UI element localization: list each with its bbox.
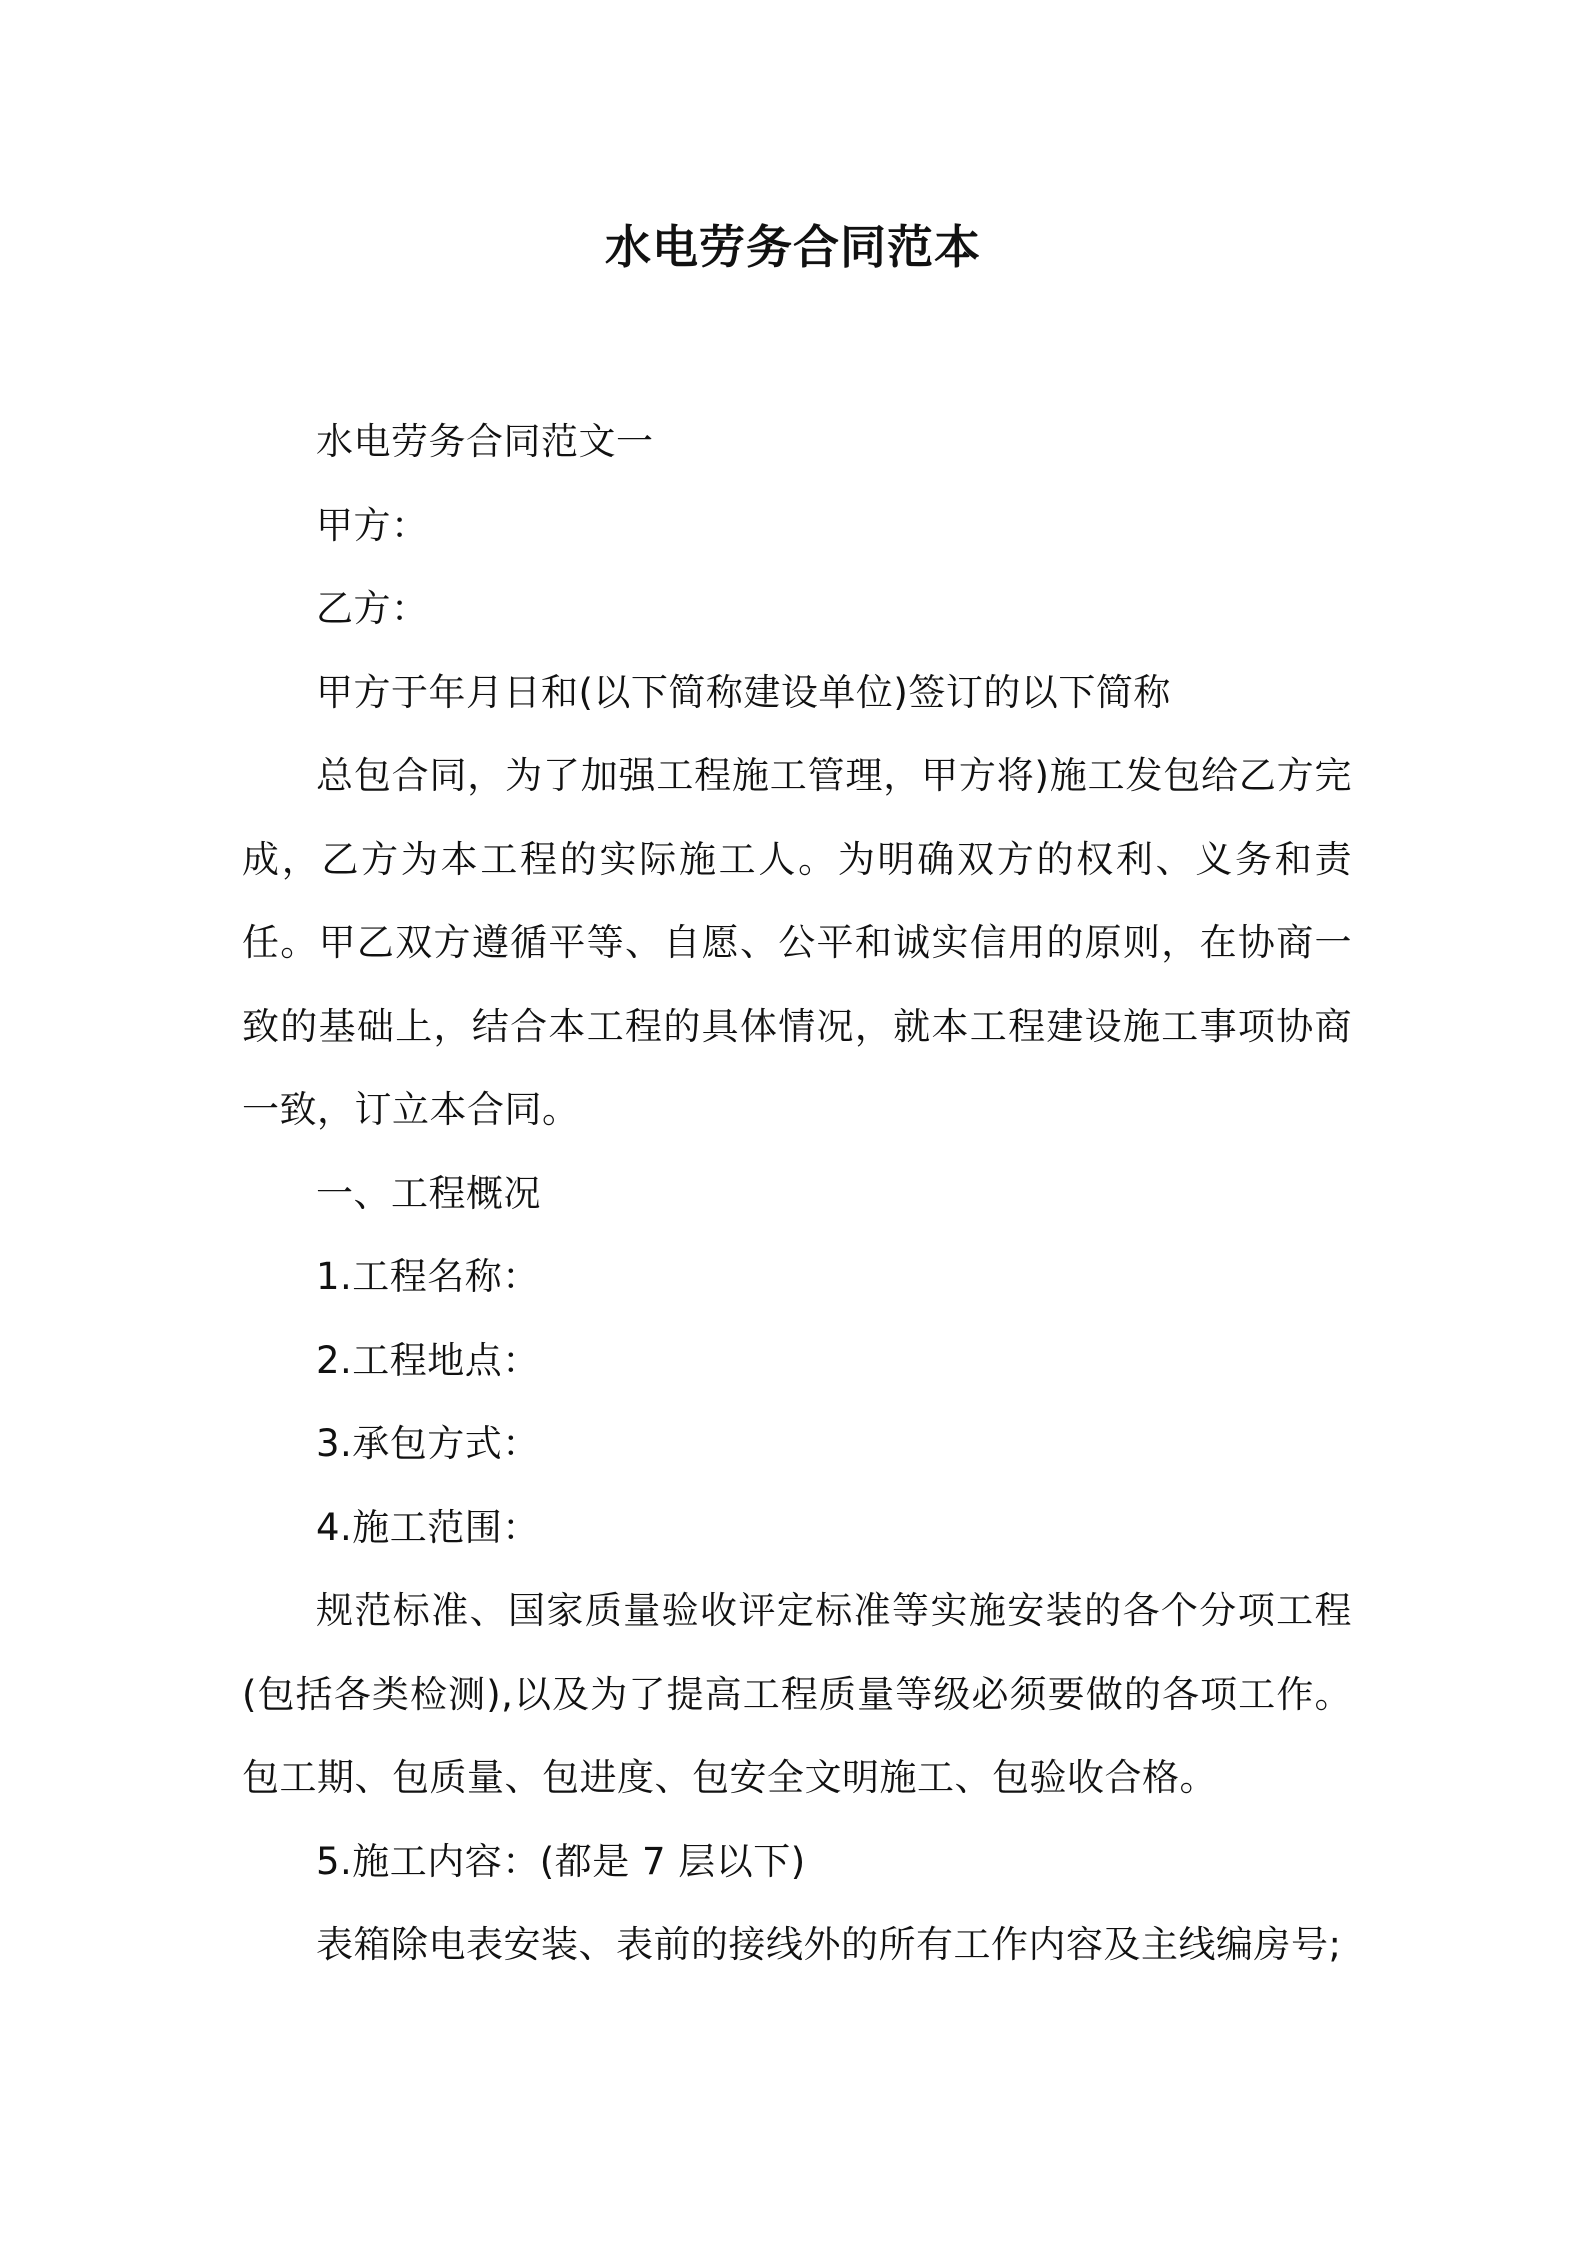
item-contract-method: 3.承包方式： [316,1422,540,1465]
document-body [242,400,1352,1987]
paragraph-content-detail: 表箱除电表安装、表前的接线外的所有工作内容及主线编房号; [316,1923,1342,1966]
paragraph-party-a: 甲方： [316,503,429,547]
paragraph-party-b: 乙方： [316,587,429,630]
paragraph-subtitle: 水电劳务合同范文一 [316,420,654,463]
document-title: 水电劳务合同范本 [605,220,981,274]
paragraph-intro: 甲方于年月日和(以下简称建设单位)签订的以下简称 [316,670,1171,714]
paragraph-scope-detail: 规范标准、国家质量验收评定标准等实施安装的各个分项工程(包括各类检测),以及为了提高工程质量等级必须要做的各项工作。包工期、包质量、包进度、包安全文明施工、包验收合格。 [242,1589,1352,1799]
item-project-name: 1.工程名称： [316,1255,540,1298]
item-project-location: 2.工程地点： [316,1338,540,1382]
item-construction-content: 5.施工内容：(都是 7 层以下) [316,1839,806,1883]
section-heading-overview: 一、工程概况 [316,1171,541,1215]
paragraph-purpose: 总包合同，为了加强工程施工管理，甲方将)施工发包给乙方完成，乙方为本工程的实际施工人。为明确双方的权利、义务和责任。甲乙双方遵循平等、自愿、公平和诚实信用的原则，在协商一致的基础上，结合本工程的具体情况，就本工程建设施工事项协商一致，订立本合同。 [242,754,1352,1131]
item-construction-scope: 4.施工范围： [316,1505,540,1549]
